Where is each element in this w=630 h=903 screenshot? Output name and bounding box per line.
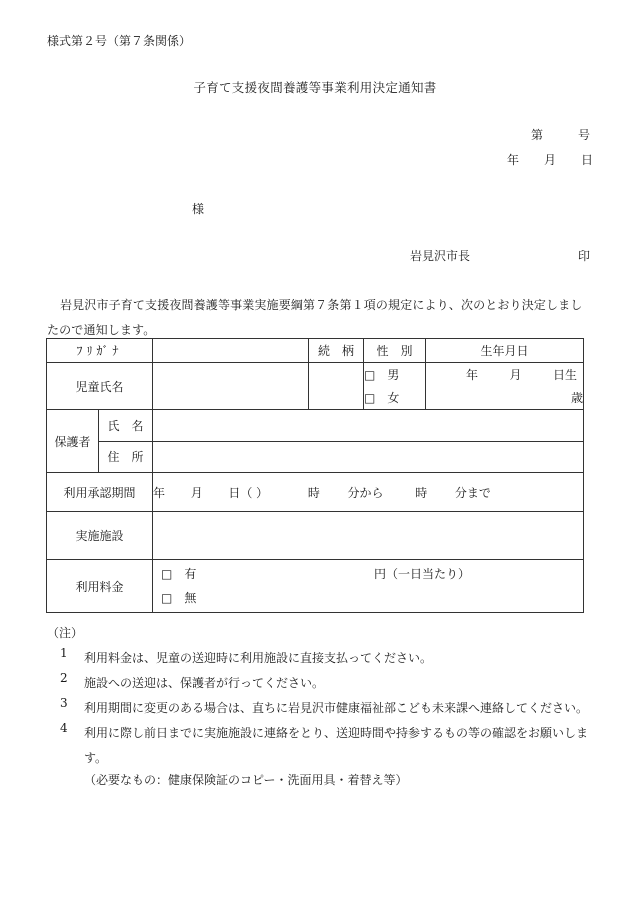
note-number: 2 (60, 671, 68, 685)
relationship-field[interactable] (309, 363, 364, 410)
note-number: 3 (60, 696, 68, 710)
intro-text: 岩見沢市子育て支援夜間養護等事業実施要綱第７条第１項の規定により、次のとおり決定しましたので通知します。 (47, 298, 583, 337)
period-start-minute: 分から (347, 485, 384, 500)
fee-yes-row (153, 562, 583, 586)
period-start-hour: 時 (307, 485, 320, 500)
guardian-label: 保護者 (47, 410, 99, 473)
birth-day: 日生 (552, 368, 577, 382)
notes-heading: （注） (47, 626, 84, 640)
male-checkbox[interactable]: □ 男 (364, 363, 426, 387)
note-4-sub: （必要なもの：健康保険証のコピー・洗面用具・着替え等） (84, 773, 408, 787)
relationship-label: 続 柄 (309, 339, 364, 363)
female-checkbox[interactable]: □ 女 (364, 386, 426, 410)
period-year: 年 (153, 485, 166, 500)
facility-field[interactable] (153, 512, 584, 560)
period-month: 月 (190, 485, 203, 500)
birthdate-parts (426, 366, 583, 383)
note-number: 4 (60, 721, 68, 735)
guardian-name-field[interactable] (153, 410, 584, 442)
period-end-minute: 分まで (454, 485, 491, 500)
seal-mark: 印 (578, 249, 591, 263)
guardian-address-field[interactable] (153, 441, 584, 473)
note-text: 利用に際し前日までに実施施設に連絡をとり、送迎時間や持参するもの等の確認をお願いします。 (84, 726, 589, 765)
note-number: 1 (60, 646, 68, 660)
fee-no-checkbox[interactable]: □ 無 (161, 591, 197, 605)
note-text: 施設への送迎は、保護者が行ってください。 (84, 676, 325, 690)
fee-no-row (153, 586, 583, 610)
birth-month: 月 (509, 368, 522, 382)
document-title: 子育て支援夜間養護等事業利用決定通知書 (193, 80, 437, 95)
child-name-field[interactable] (153, 363, 309, 410)
furigana-label: ﾌﾘｶﾞﾅ (47, 339, 153, 363)
gender-label: 性 別 (364, 339, 426, 363)
issuer: 岩見沢市長 (410, 249, 471, 263)
date-year: 年 (507, 153, 520, 167)
document-number-label: 第 (531, 128, 544, 142)
birth-year: 年 (466, 368, 479, 382)
period-field[interactable] (153, 473, 584, 512)
child-name-label: 児童氏名 (47, 363, 153, 410)
note-text: 利用期間に変更のある場合は、直ちに岩見沢市健康福祉部こども未来課へ連絡してください。 (84, 701, 589, 715)
date-day: 日 (581, 153, 594, 167)
addressee-suffix: 様 (192, 202, 205, 216)
fee-field[interactable] (153, 560, 584, 613)
period-end-hour: 時 (415, 485, 428, 500)
guardian-name-label: 氏 名 (99, 410, 153, 442)
birthdate-label: 生年月日 (426, 339, 584, 363)
period-day: 日（ ） (228, 485, 269, 500)
date-month: 月 (544, 153, 557, 167)
fee-amount-unit: 円（一日当たり） (374, 567, 471, 581)
facility-label: 実施施設 (47, 512, 153, 560)
fee-yes-checkbox[interactable]: □ 有 (161, 567, 197, 581)
form-number: 様式第２号（第７条関係） (47, 34, 192, 48)
age-field[interactable] (426, 386, 584, 410)
fee-label: 利用料金 (47, 560, 153, 613)
birthdate-field[interactable] (426, 363, 584, 387)
document-number-suffix: 号 (578, 128, 591, 142)
decision-table (46, 338, 584, 613)
period-label: 利用承認期間 (47, 473, 153, 512)
guardian-address-label: 住 所 (99, 441, 153, 473)
age-unit: 歳 (571, 391, 584, 405)
furigana-field[interactable] (153, 339, 309, 363)
note-text: 利用料金は、児童の送迎時に利用施設に直接支払ってください。 (84, 651, 433, 665)
